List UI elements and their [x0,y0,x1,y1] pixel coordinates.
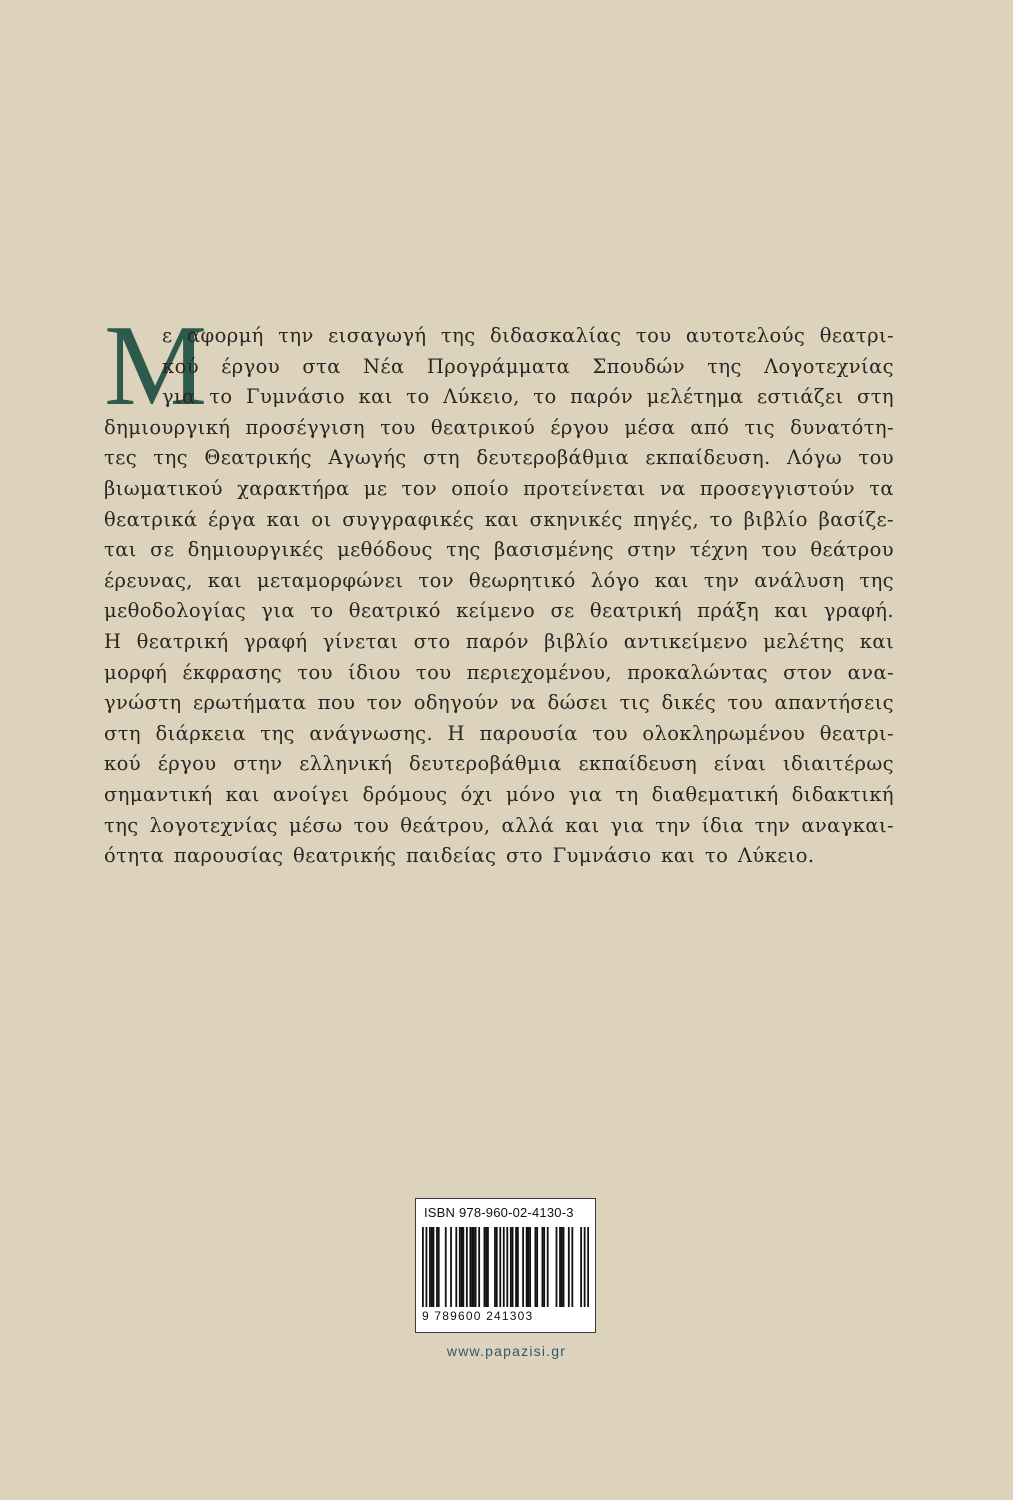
blurb-line: δημιουργική προσέγγιση του θεατρικού έργου μέσα από τις δυνατότη- [104,415,894,439]
blurb-line: τες της Θεατρικής Αγωγής στη δευτεροβάθμια εκπαίδευση. Λόγω του [104,446,894,470]
blurb-line: Η θεατρική γραφή γίνεται στο παρόν βιβλίο αντικείμενο μελέτης και [104,629,894,653]
back-cover-blurb [104,321,894,872]
blurb-line: γνώστη ερωτήματα που τον οδηγούν να δώσει τις δικές του απαντήσεις [104,691,894,715]
blurb-line: μορφή έκφρασης του ίδιου του περιεχομένου, προκαλώντας στον ανα- [104,660,894,684]
blurb-line: ε αφορμή την εισαγωγή της διδασκαλίας του αυτοτελούς θεατρι- [162,324,894,347]
blurb-line: της λογοτεχνίας μέσω του θεάτρου, αλλά και για την ίδια την αναγκαι- [104,813,894,837]
blurb-line: σημαντική και ανοίγει δρόμους όχι μόνο για τη διαθεματική διδακτική [104,782,894,806]
blurb-line: ται σε δημιουργικές μεθόδους της βασισμένης στην τέχνη του θεάτρου [104,538,894,562]
blurb-line: έρευνας, και μεταμορφώνει τον θεωρητικό λόγο και την ανάλυση της [104,568,894,592]
publisher-website: www.papazisi.gr [446,1343,567,1359]
isbn-label: ISBN 978-960-02-4130-3 [424,1205,574,1220]
barcode-icon [422,1227,589,1309]
blurb-line: για το Γυμνάσιο και το Λύκειο, το παρόν μελέτημα εστιάζει στη [162,385,894,409]
blurb-line: μεθοδολογίας για το θεατρικό κείμενο σε θεατρική πράξη και γραφή. [104,599,894,623]
drop-cap-letter: Μ [104,302,208,430]
blurb-line: ότητα παρουσίας θεατρικής παιδείας στο Γυμνάσιο και το Λύκειο. [104,844,815,868]
blurb-line: κού έργου στα Νέα Προγράμματα Σπουδών της Λογοτεχνίας [162,354,894,378]
blurb-line: στη διάρκεια της ανάγνωσης. Η παρουσία του ολοκληρωμένου θεατρι- [104,721,894,745]
barcode-digits: 9 789600 241303 [422,1309,534,1323]
blurb-line: κού έργου στην ελληνική δευτεροβάθμια εκπαίδευση είναι ιδιαιτέρως [104,752,894,776]
isbn-barcode-box [415,1198,596,1333]
blurb-line: θεατρικά έργα και οι συγγραφικές και σκηνικές πηγές, το βιβλίο βασίζε- [104,507,894,531]
blurb-line: βιωματικού χαρακτήρα με τον οποίο προτείνεται να προσεγγιστούν τα [104,476,894,500]
